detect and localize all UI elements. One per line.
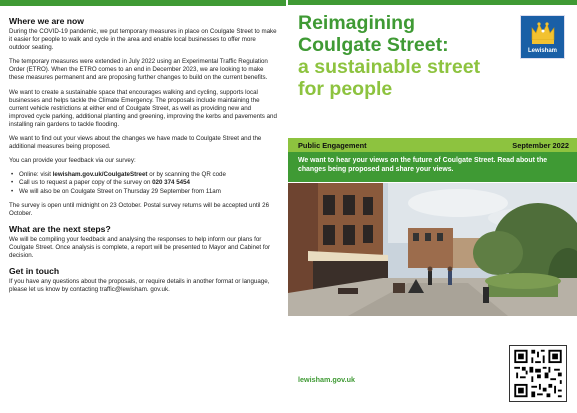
bullet-icon: • [11,171,14,179]
feedback-item-text: We will also be on Coulgate Street on Thursday 29 September from 11am [19,187,221,195]
feedback-item-text: or by scanning the QR code [147,171,226,179]
where-paragraph-2: The temporary measures were extended in July 2022 using an Experimental Traffic Regulation Order (ETRO). When the ETRO comes to an end in December 2023, we are looking to make these measures permanent and are proposing further changes to build on the current benefits. [9,58,268,82]
street-photo [288,183,577,316]
left-panel [0,0,286,413]
feedback-list [9,171,278,195]
phone-number[interactable]: 020 374 5454 [152,179,190,187]
intro-banner: We want to hear your views on the future of Coulgate Street. Read about the changes being proposed and share your views. [288,152,577,182]
bullet-icon: • [11,179,14,187]
engagement-label: Public Engagement [298,141,367,150]
title-line-2: Coulgate Street: [298,34,449,56]
where-paragraph-4: We want to find out your views about the changes we have made to Coulgate Street and the additional measures being proposed. [9,135,262,151]
feedback-item-phone [9,179,278,187]
qr-code[interactable] [509,345,567,402]
title-line-4: for people [298,78,393,100]
survey-link[interactable]: lewisham.gov.uk/CoulgateStreet [52,171,148,179]
feedback-item-event [9,188,278,196]
street-photo-image [288,183,577,316]
logo-text: Lewisham [527,48,557,54]
where-heading: Where we are now [9,16,84,26]
right-panel [288,0,577,413]
engagement-date: September 2022 [512,141,569,150]
engagement-bar [288,138,577,152]
get-in-touch-paragraph: If you have any questions about the proposals, or require details in another format or language, please let us know by contacting traffic@lewisham. gov.uk. [9,278,270,294]
where-paragraph-6: The survey is open until midnight on 23 October. Postal survey returns will be accepted until 26 October. [9,201,270,217]
lewisham-crest-icon [529,20,557,46]
feedback-item-text: Call us to request a paper copy of the survey on [19,179,153,187]
right-top-bar [288,0,577,5]
lewisham-logo [520,15,565,59]
get-in-touch-heading: Get in touch [9,266,60,277]
feedback-item-text: Online: visit [19,171,53,179]
page-title [298,12,518,100]
qr-code-icon [510,346,566,401]
where-paragraph-3: We want to create a sustainable space that encourages walking and cycling, supports local businesses and helps tackle the Climate Emergency. The proposals include maintaining the current vehicle restrictions at either end of Coulgate Street, as well as providing new and improved cycle parking, additional planting and greening, improving the kerbs and pavements and installing rain gardens to tackle flooding. [9,88,277,128]
feedback-item-online [9,171,278,179]
where-paragraph-5: You can provide your feedback via our survey: [9,157,136,165]
website-link[interactable]: lewisham.gov.uk [298,375,355,384]
bullet-icon: • [11,187,14,195]
where-paragraph-1: During the COVID-19 pandemic, we put temporary measures in place on Coulgate Street to make it easier for people to walk and cycle in the area and enable local businesses to offer more outdoor seating. [9,28,277,52]
title-line-3: a sustainable street [298,56,481,78]
next-steps-heading: What are the next steps? [9,223,111,234]
left-top-bar [0,0,286,6]
next-steps-paragraph: We will be compiling your feedback and analysing the responses to help inform our plans for Coulgate Street. Once analysis is complete, a report will be presented to Mayor and Cabinet for decision. [9,235,271,259]
title-line-1: Reimagining [298,12,416,34]
